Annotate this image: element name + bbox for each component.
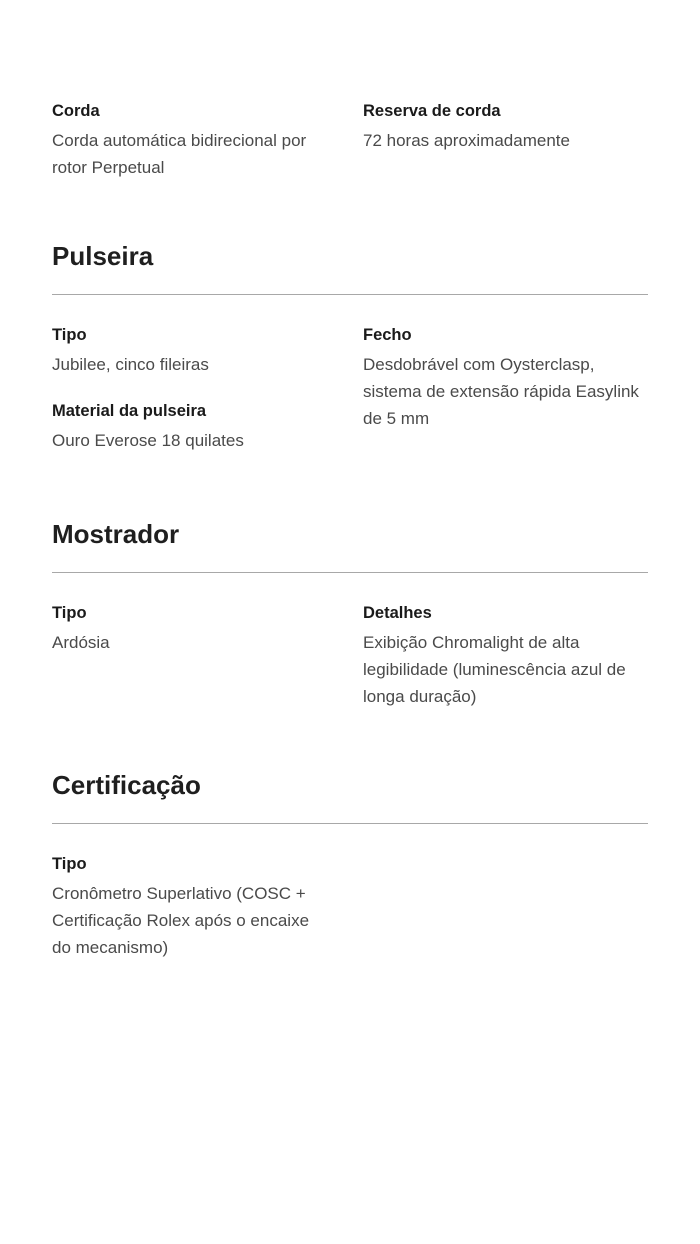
spec-label: Tipo xyxy=(52,604,87,622)
spec-label: Fecho xyxy=(363,326,412,344)
bracelet-right-column xyxy=(363,324,648,476)
section-title-bracelet: Pulseira xyxy=(52,241,154,271)
section-divider xyxy=(52,294,648,295)
spec-winding xyxy=(52,100,363,181)
spec-bracelet-type xyxy=(52,324,363,378)
spec-label: Corda xyxy=(52,102,100,120)
spec-value: Ardósia xyxy=(52,633,110,652)
spec-bracelet-material xyxy=(52,400,363,454)
spec-label: Tipo xyxy=(52,855,87,873)
section-title-certification: Certificação xyxy=(52,770,201,800)
spec-value: Exibição Chromalight de alta legibilidade (luminescência azul de longa duração) xyxy=(363,633,626,706)
spec-value: 72 horas aproximadamente xyxy=(363,131,570,150)
spec-dial-details xyxy=(363,602,648,710)
spec-value: Jubilee, cinco fileiras xyxy=(52,355,209,374)
spec-dial-type xyxy=(52,602,363,710)
spec-clasp xyxy=(363,324,648,432)
spec-label: Tipo xyxy=(52,326,87,344)
spec-label: Material da pulseira xyxy=(52,402,207,420)
section-title-dial: Mostrador xyxy=(52,519,180,549)
spec-value: Ouro Everose 18 quilates xyxy=(52,431,244,450)
certification-specs xyxy=(52,853,648,983)
spec-certification-type xyxy=(52,853,363,961)
spec-label: Reserva de corda xyxy=(363,102,501,120)
spec-label: Detalhes xyxy=(363,604,432,622)
spec-power-reserve xyxy=(363,100,648,181)
bracelet-specs xyxy=(52,324,648,476)
section-divider xyxy=(52,823,648,824)
bracelet-left-column xyxy=(52,324,363,476)
spec-value: Desdobrável com Oysterclasp, sistema de extensão rápida Easylink de 5 mm xyxy=(363,355,639,428)
spec-value: Corda automática bidirecional por rotor Perpetual xyxy=(52,131,307,177)
spec-value: Cronômetro Superlativo (COSC + Certificação Rolex após o encaixe do mecanismo) xyxy=(52,884,310,957)
movement-specs xyxy=(52,100,648,203)
dial-specs xyxy=(52,602,648,732)
section-divider xyxy=(52,572,648,573)
